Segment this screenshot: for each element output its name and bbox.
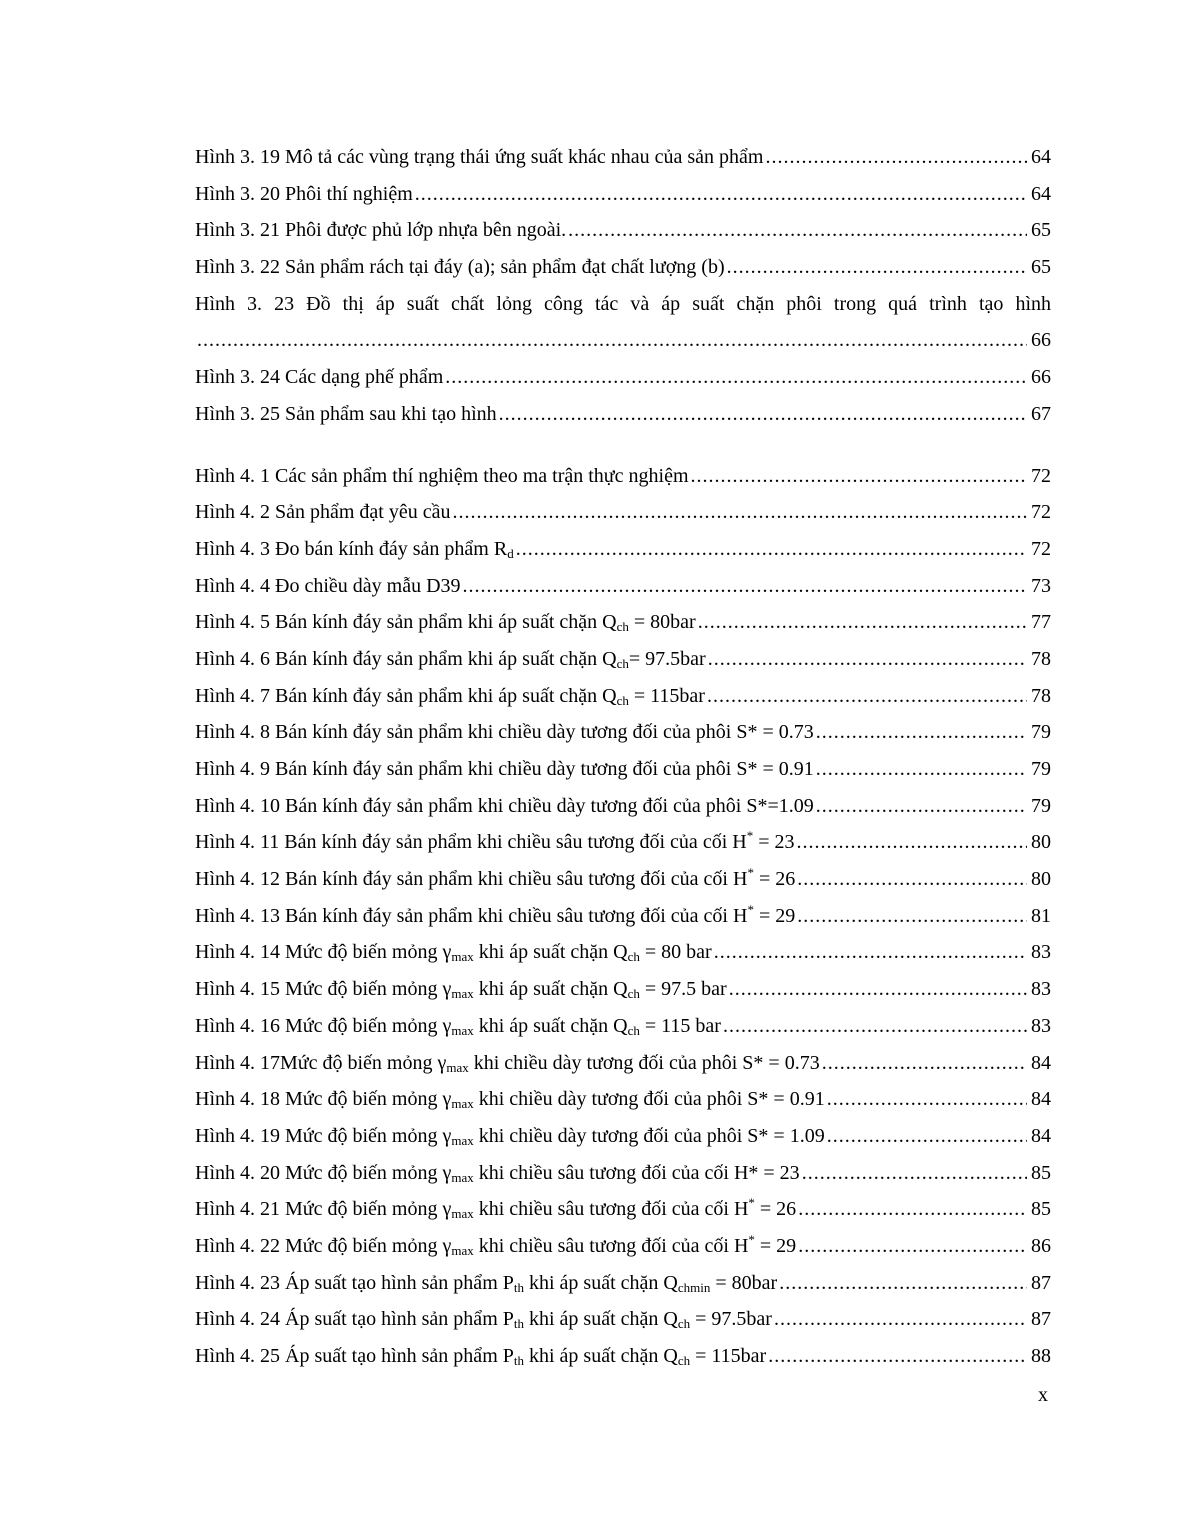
entry-page: 78	[1031, 647, 1051, 670]
toc-entry[interactable]	[195, 458, 1051, 495]
entry-page: 65	[1031, 256, 1051, 279]
toc-entry[interactable]	[195, 1191, 1051, 1228]
entry-page: 81	[1031, 904, 1051, 927]
toc-entry[interactable]	[195, 1265, 1051, 1302]
toc-entry[interactable]	[195, 1155, 1051, 1192]
entry-title: Hình 4. 5 Bán kính đáy sản phẩm khi áp suất chặn $Q_{ch} = 80bar$	[195, 611, 696, 635]
entry-page: 73	[1031, 574, 1051, 597]
toc-entry[interactable]	[195, 494, 1051, 531]
entry-page: 88	[1031, 1345, 1051, 1367]
dot-leader	[800, 1155, 1027, 1192]
entry-title: Hình 4. 11 Bán kính đáy sản phẩm khi chiều sâu tương đối của cối H* = 23	[195, 828, 795, 854]
toc-entry[interactable]	[195, 1338, 1051, 1375]
dot-leader	[461, 568, 1027, 605]
dot-leader	[795, 898, 1027, 935]
dot-leader	[777, 1265, 1027, 1302]
entry-title: Hình 3. 25 Sản phẩm sau khi tạo hình	[195, 402, 497, 425]
entry-title: Hình 4. 1 Các sản phẩm thí nghiệm theo ma trận thực nghiệm	[195, 464, 689, 487]
toc-entry[interactable]	[195, 212, 1051, 249]
entry-page: 85	[1031, 1198, 1051, 1221]
dot-leader	[820, 1045, 1027, 1082]
entry-title: Hình 4. 9 Bán kính đáy sản phẩm khi chiều dày tương đối của phôi S* = 0.91	[195, 758, 814, 780]
dot-leader	[814, 714, 1027, 751]
dot-leader	[689, 458, 1027, 495]
entry-page: 83	[1031, 978, 1051, 1001]
toc-entry[interactable]	[195, 861, 1051, 898]
entry-title: Hình 4. 20 Mức độ biến mỏng $\gamma_{max}$ khi chiều sâu tương đối của cối H* = 23	[195, 1161, 800, 1185]
entry-page: 79	[1031, 794, 1051, 817]
dot-leader	[795, 861, 1027, 898]
toc-entry[interactable]	[195, 531, 1051, 568]
dot-leader	[814, 751, 1027, 788]
entry-title: Hình 3. 23 Đồ thị áp suất chất lỏng công tác và áp suất chặn phôi trong quá trình tạo hình	[195, 292, 1051, 315]
entry-title: Hình 4. 25 Áp suất tạo hình sản phẩm $P_{th}$ khi áp suất chặn $Q_{ch} = 115bar$	[195, 1345, 767, 1368]
dot-leader	[825, 1118, 1027, 1155]
entry-page: 87	[1031, 1271, 1051, 1294]
toc-entry[interactable]	[195, 898, 1051, 935]
entry-page: 83	[1031, 941, 1051, 964]
entry-page: 64	[1031, 146, 1051, 168]
toc-entry[interactable]	[195, 1228, 1051, 1265]
dot-leader	[706, 641, 1027, 678]
toc-entry[interactable]	[195, 934, 1051, 971]
dot-leader	[413, 176, 1027, 213]
toc-entry[interactable]	[195, 568, 1051, 605]
entry-title: Hình 4. 3 Đo bán kính đáy sản phẩm $R_d$	[195, 537, 514, 561]
toc-entry[interactable]	[195, 396, 1051, 433]
entry-page: 66	[1031, 329, 1051, 352]
toc-entry[interactable]	[195, 824, 1051, 861]
entry-page: 85	[1031, 1161, 1051, 1184]
entry-title: Hình 4. 13 Bán kính đáy sản phẩm khi chiều sâu tương đối của cối H* = 29	[195, 901, 796, 927]
entry-page: 65	[1031, 219, 1051, 242]
entry-title: Hình 3. 21 Phôi được phủ lớp nhựa bên ngoài.	[195, 219, 567, 242]
dot-leader	[794, 824, 1027, 861]
entry-page: 84	[1031, 1124, 1051, 1147]
entry-page: 79	[1031, 721, 1051, 744]
entry-page: 66	[1031, 366, 1051, 389]
toc-entry[interactable]	[195, 176, 1051, 213]
dot-leader	[814, 788, 1027, 825]
toc-entry[interactable]	[195, 641, 1051, 678]
entry-title: Hình 4. 16 Mức độ biến mỏng $\gamma_{max}$ khi áp suất chặn $Q_{ch} = 115$ bar	[195, 1014, 721, 1038]
toc-entry[interactable]	[195, 1301, 1051, 1338]
toc-entry[interactable]	[195, 604, 1051, 641]
dot-leader	[766, 1338, 1027, 1375]
entry-page: 79	[1031, 758, 1051, 780]
toc-entry[interactable]	[195, 788, 1051, 825]
entry-page: 72	[1031, 501, 1051, 524]
dot-leader	[727, 971, 1027, 1008]
entry-page: 83	[1031, 1014, 1051, 1037]
dot-leader	[566, 212, 1027, 249]
dot-leader	[825, 1081, 1027, 1118]
toc-entry[interactable]	[195, 1008, 1051, 1045]
toc-entry[interactable]	[195, 1118, 1051, 1155]
entry-title: Hình 4. 2 Sản phẩm đạt yêu cầu	[195, 501, 451, 524]
entry-page: 72	[1031, 537, 1051, 560]
entry-title: Hình 4. 23 Áp suất tạo hình sản phẩm $P_{th}$ khi áp suất chặn $Q_{chmin} = 80bar$	[195, 1271, 778, 1295]
page-number: x	[1038, 1384, 1048, 1406]
toc-entry[interactable]	[195, 751, 1051, 788]
dot-leader	[195, 322, 1027, 359]
entry-title: Hình 3. 24 Các dạng phế phẩm	[195, 366, 444, 389]
entry-title: Hình 4. 15 Mức độ biến mỏng $\gamma_{max}$ khi áp suất chặn $Q_{ch} = 97.5$ bar	[195, 978, 727, 1002]
entry-title: Hình 4. 10 Bán kính đáy sản phẩm khi chiều dày tương đối của phôi S*=1.09	[195, 794, 814, 817]
entry-title: Hình 4. 24 Áp suất tạo hình sản phẩm $P_{th}$ khi áp suất chặn $Q_{ch} = 97.5bar$	[195, 1308, 772, 1332]
entry-page: 72	[1031, 464, 1051, 487]
entry-title: Hình 4. 21 Mức độ biến mỏng $\gamma_{max}$ khi chiều sâu tương đối của cối H* = 26	[195, 1195, 797, 1222]
dot-leader	[763, 139, 1027, 176]
entry-page: 87	[1031, 1308, 1051, 1331]
toc-entry-wrapped-line[interactable]	[195, 286, 1051, 323]
toc-entry[interactable]	[195, 1045, 1051, 1082]
toc-entry[interactable]	[195, 359, 1051, 396]
entry-title: Hình 4. 4 Đo chiều dày mẫu D39	[195, 574, 461, 597]
dot-leader	[721, 1008, 1027, 1045]
toc-entry[interactable]	[195, 249, 1051, 286]
entry-title: Hình 3. 19 Mô tả các vùng trạng thái ứng suất khác nhau của sản phẩm	[195, 146, 764, 168]
entry-page: 84	[1031, 1088, 1051, 1111]
entry-page: 64	[1031, 182, 1051, 205]
entry-title: Hình 3. 22 Sản phẩm rách tại đáy (a); sản phẩm đạt chất lượng (b)	[195, 256, 725, 279]
toc-entry[interactable]	[195, 714, 1051, 751]
entry-title: Hình 4. 14 Mức độ biến mỏng $\gamma_{max}$ khi áp suất chặn $Q_{ch} = 80$ bar	[195, 941, 712, 965]
entry-title: Hình 4. 8 Bán kính đáy sản phẩm khi chiều dày tương đối của phôi S* = 0.73	[195, 721, 814, 744]
entry-page: 84	[1031, 1051, 1051, 1074]
dot-leader	[712, 934, 1027, 971]
entry-page: 80	[1031, 868, 1051, 891]
entry-page: 80	[1031, 831, 1051, 854]
entry-title: Hình 4. 12 Bán kính đáy sản phẩm khi chiều sâu tương đối của cối H* = 26	[195, 865, 796, 891]
entry-page: 67	[1031, 402, 1051, 425]
dot-leader	[451, 494, 1028, 531]
toc-entry[interactable]	[195, 971, 1051, 1008]
dot-leader	[443, 359, 1027, 396]
entry-page: 77	[1031, 611, 1051, 634]
dot-leader	[772, 1301, 1027, 1338]
entry-title: Hình 4. 22 Mức độ biến mỏng $\gamma_{max}$ khi chiều sâu tương đối của cối H* = 29	[195, 1231, 797, 1258]
entry-title: Hình 4. 7 Bán kính đáy sản phẩm khi áp suất chặn $Q_{ch} = 115bar$	[195, 684, 705, 708]
entry-title: Hình 3. 20 Phôi thí nghiệm	[195, 182, 413, 205]
entry-title: Hình 4. 18 Mức độ biến mỏng $\gamma_{max}$ khi chiều dày tương đối của phôi S* = 0.91	[195, 1088, 825, 1112]
entry-title: Hình 4. 17Mức độ biến mỏng $\gamma_{max}$ khi chiều dày tương đối của phôi S* = 0.73	[195, 1051, 820, 1075]
dot-leader	[514, 531, 1027, 568]
dot-leader	[725, 249, 1027, 286]
entry-page: 78	[1031, 684, 1051, 707]
toc-entry[interactable]	[195, 1081, 1051, 1118]
entry-page: 86	[1031, 1234, 1051, 1257]
dot-leader	[696, 604, 1027, 641]
dot-leader	[705, 678, 1027, 715]
toc-entry-continuation[interactable]	[195, 322, 1051, 359]
dot-leader	[497, 396, 1027, 433]
entry-title: Hình 4. 19 Mức độ biến mỏng $\gamma_{max}$ khi chiều dày tương đối của phôi S* = 1.09	[195, 1124, 825, 1148]
entry-title: Hình 4. 6 Bán kính đáy sản phẩm khi áp suất chặn $Q_{ch}= 97.5bar$	[195, 647, 706, 671]
list-of-figures	[195, 139, 1051, 1375]
dot-leader	[796, 1191, 1027, 1228]
dot-leader	[796, 1228, 1027, 1265]
toc-entry[interactable]	[195, 139, 1051, 176]
toc-entry[interactable]	[195, 678, 1051, 715]
